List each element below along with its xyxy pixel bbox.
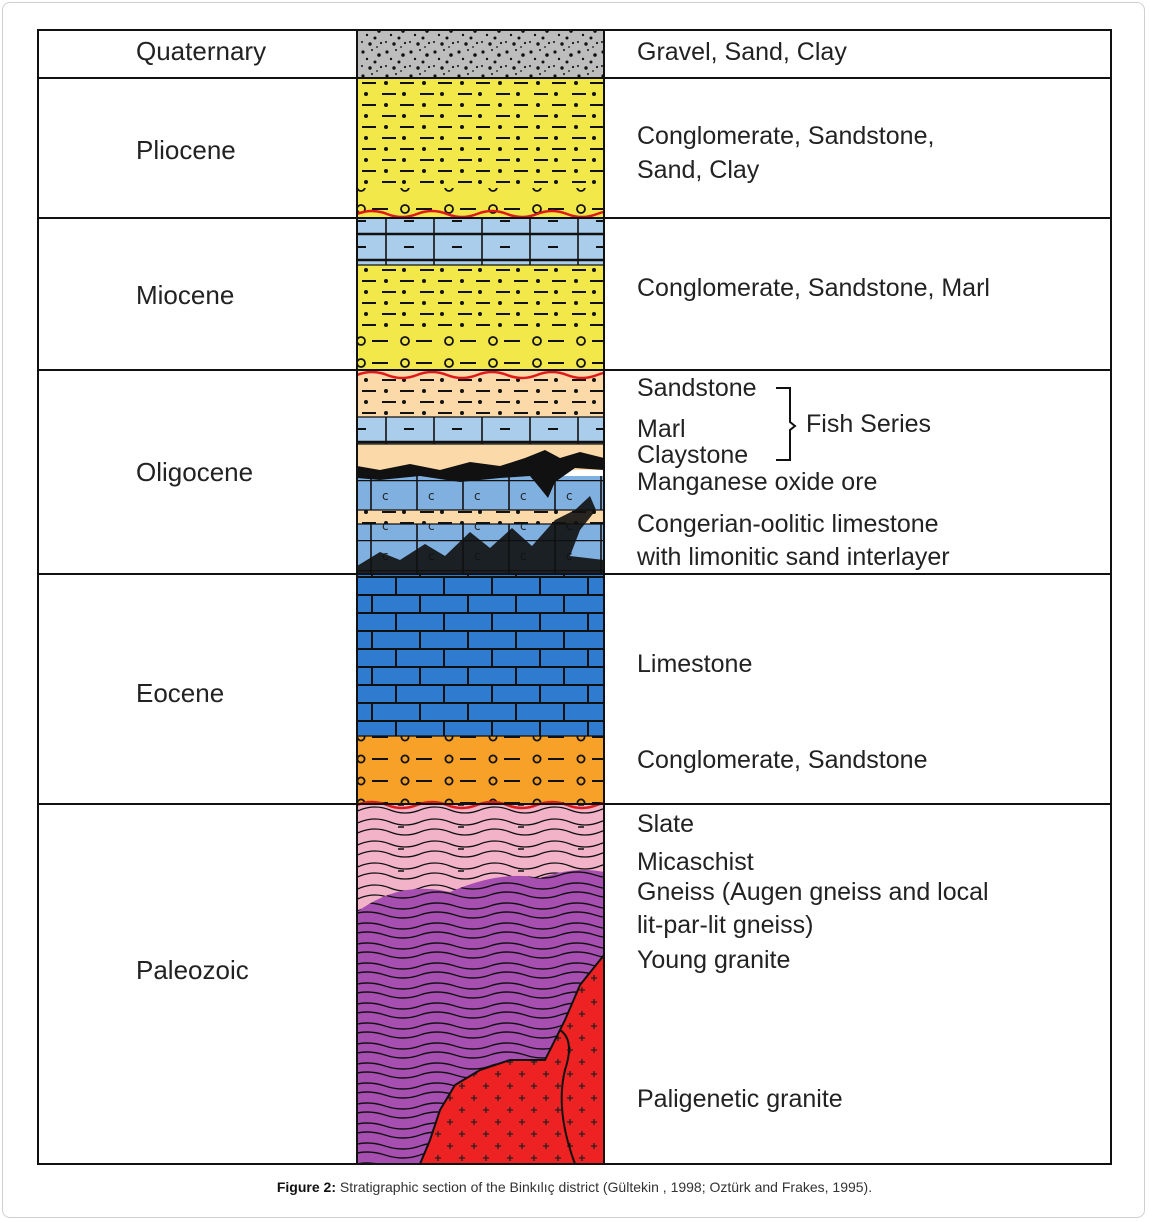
age-label-quaternary: Quaternary xyxy=(136,36,267,66)
age-label-pliocene: Pliocene xyxy=(136,135,236,165)
desc-claystone: Claystone xyxy=(637,441,749,469)
eocene-sandstone-layer xyxy=(357,736,604,754)
desc-gneiss-line1: Gneiss (Augen gneiss and local xyxy=(637,878,989,906)
desc-gneiss-line2: lit-par-lit gneiss) xyxy=(637,911,814,939)
eocene-limestone-layer xyxy=(357,574,604,736)
lithology-descriptions xyxy=(636,38,990,1113)
fish-series-bracket xyxy=(776,388,795,460)
age-label-oligocene: Oligocene xyxy=(136,457,254,487)
oligocene-marl-layer xyxy=(357,417,604,444)
lithology-column xyxy=(357,30,627,1164)
desc-manganese-ore: Manganese oxide ore xyxy=(637,468,878,496)
miocene-marl-layer xyxy=(357,218,604,265)
figure-caption xyxy=(0,1179,1149,1195)
desc-quaternary: Gravel, Sand, Clay xyxy=(637,38,847,66)
age-label-miocene: Miocene xyxy=(136,280,235,310)
desc-limestone: Limestone xyxy=(637,650,753,678)
caption-label: Figure 2: xyxy=(276,1179,336,1195)
desc-paligenetic-granite: Paligenetic granite xyxy=(637,1085,843,1113)
age-labels xyxy=(136,36,266,985)
age-label-paleozoic: Paleozoic xyxy=(136,955,249,985)
desc-pliocene-line2: Sand, Clay xyxy=(637,156,760,184)
desc-slate: Slate xyxy=(637,810,694,838)
desc-miocene: Conglomerate, Sandstone, Marl xyxy=(637,274,990,302)
caption-text: Stratigraphic section of the Binkılıç district (Gültekin , 1998; Oztürk and Frakes, 1995). xyxy=(335,1179,873,1195)
desc-sandstone: Sandstone xyxy=(637,374,757,402)
desc-marl: Marl xyxy=(637,415,686,443)
fish-series-label: Fish Series xyxy=(806,410,932,438)
desc-eocene-conglomerate: Conglomerate, Sandstone xyxy=(637,746,928,774)
pliocene-sandstone-layer xyxy=(357,78,604,188)
age-label-eocene: Eocene xyxy=(136,678,225,708)
desc-young-granite: Young granite xyxy=(637,946,791,974)
desc-pliocene-line1: Conglomerate, Sandstone, xyxy=(637,122,935,150)
miocene-conglomerate-layer xyxy=(357,327,604,370)
desc-congerian-line1: Congerian-oolitic limestone xyxy=(637,510,939,538)
desc-congerian-line2: with limonitic sand interlayer xyxy=(637,543,950,571)
eocene-conglomerate-layer xyxy=(357,754,604,804)
gravel-layer xyxy=(357,30,604,78)
desc-micaschist: Micaschist xyxy=(637,848,754,876)
oligocene-oolitic-upper-layer xyxy=(357,476,604,510)
miocene-sandstone-layer xyxy=(357,265,604,327)
